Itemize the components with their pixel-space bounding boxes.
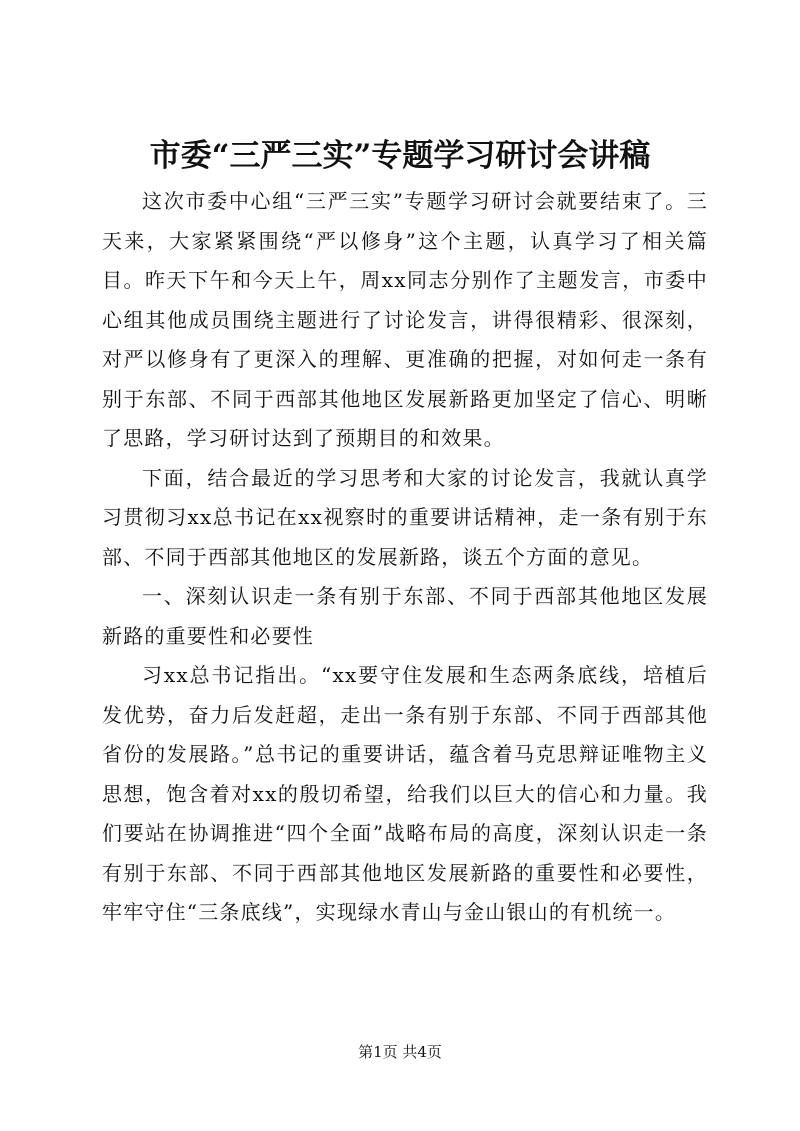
- page-number-footer: 第1页 共4页: [358, 1043, 442, 1061]
- paragraph-overview: 下面，结合最近的学习思考和大家的讨论发言，我就认真学习贯彻习xx总书记在xx视察时的重要讲话精神，走一条有别于东部、不同于西部其他地区的发展新路，谈五个方面的意见。: [102, 465, 708, 569]
- paragraph-section-1: 习xx总书记指出。“xx要守住发展和生态两条底线，培植后发优势，奋力后发赶超，走出一条有别于东部、不同于西部其他省份的发展路。”总书记的重要讲话，蕴含着马克思辩证唯物主义思想，饱含着对xx的殷切希望，给我们以巨大的信心和力量。我们要站在协调推进“四个全面”战略布局的高度，深刻认识走一条有别于东部、不同于西部其他地区发展新路的重要性和必要性，牢牢守住“三条底线”，实现绿水青山与金山银山的有机统一。: [102, 663, 708, 924]
- document-title: 市委“三严三实”专题学习研讨会讲稿: [149, 138, 651, 174]
- document-body: [102, 182, 708, 933]
- section-heading-1: 一、深刻认识走一条有别于东部、不同于西部其他地区发展新路的重要性和必要性: [102, 584, 708, 648]
- paragraph-intro: 这次市委中心组“三严三实”专题学习研讨会就要结束了。三天来，大家紧紧围绕“严以修身”这个主题，认真学习了相关篇目。昨天下午和今天上午，周xx同志分别作了主题发言，市委中心组其他成员围绕主题进行了讨论发言，讲得很精彩、很深刻，对严以修身有了更深入的理解、更准确的把握，对如何走一条有别于东部、不同于西部其他地区发展新路更加坚定了信心、明晰了思路，学习研讨达到了预期目的和效果。: [102, 189, 708, 450]
